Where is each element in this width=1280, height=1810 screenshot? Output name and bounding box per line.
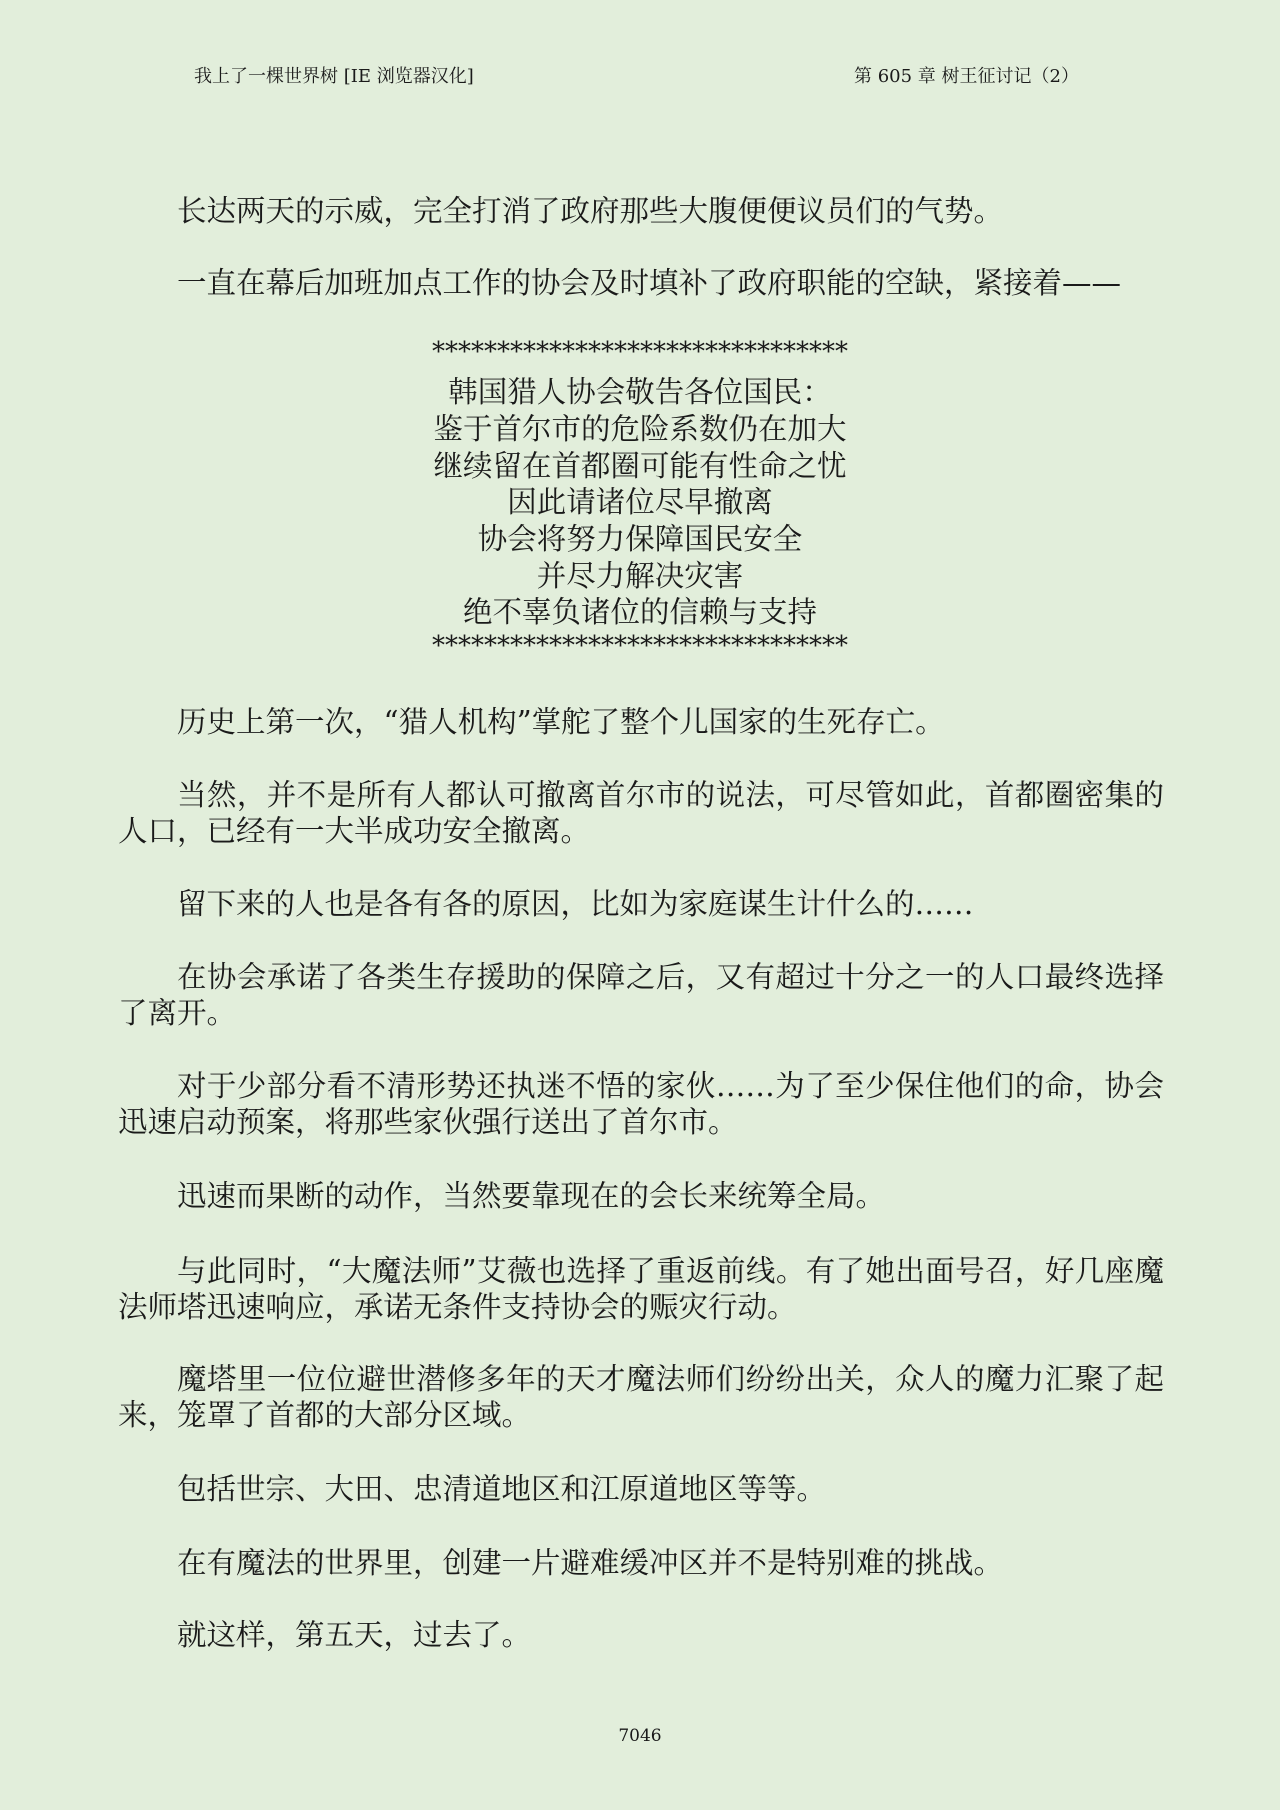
paragraph: 对于少部分看不清形势还执迷不悟的家伙……为了至少保住他们的命，协会迅速启动预案，将那些家伙强行送出了首尔市。 [118,1069,1164,1139]
paragraph: 长达两天的示威，完全打消了政府那些大腹便便议员们的气势。 [177,194,1004,228]
paragraph: 魔塔里一位位避世潜修多年的天才魔法师们纷纷出关，众人的魔力汇聚了起来，笼罩了首都的大部分区域。 [118,1362,1164,1432]
notice-line: 绝不辜负诸位的信赖与支持 [462,595,817,629]
notice-line: 并尽力解决灾害 [536,559,744,593]
paragraph: 就这样，第五天，过去了。 [177,1618,532,1652]
notice-border-bottom: ******************************** [432,631,848,661]
page-number: 7046 [618,1726,662,1746]
paragraph: 在有魔法的世界里，创建一片避难缓冲区并不是特别难的挑战。 [177,1546,1004,1580]
notice-line: 协会将努力保障国民安全 [477,522,803,556]
notice-line: 鉴于首尔市的危险系数仍在加大 [433,412,847,446]
book-title: 我上了一棵世界树 [IE 浏览器汉化] [194,66,474,87]
paragraph: 迅速而果断的动作，当然要靠现在的会长来统筹全局。 [177,1179,886,1213]
paragraph: 一直在幕后加班加点工作的协会及时填补了政府职能的空缺，紧接着—— [177,266,1122,300]
paragraph: 历史上第一次，“猎人机构”掌舵了整个儿国家的生死存亡。 [177,705,945,739]
notice-line: 继续留在首都圈可能有性命之忧 [433,449,847,483]
paragraph: 当然，并不是所有人都认可撤离首尔市的说法，可尽管如此，首都圈密集的人口，已经有一大半成功安全撤离。 [118,778,1164,848]
chapter-title: 第 605 章 树王征讨记（2） [854,66,1079,87]
paragraph: 在协会承诺了各类生存援助的保障之后，又有超过十分之一的人口最终选择了离开。 [118,960,1164,1030]
paragraph: 与此同时，“大魔法师”艾薇也选择了重返前线。有了她出面号召，好几座魔法师塔迅速响应，承诺无条件支持协会的赈灾行动。 [118,1254,1164,1324]
notice-line: 因此请诸位尽早撤离 [507,485,773,519]
notice-border-top: ******************************** [432,337,848,367]
paragraph: 包括世宗、大田、忠清道地区和江原道地区等等。 [177,1472,827,1506]
notice-line: 韩国猎人协会敬告各位国民： [448,375,832,409]
paragraph: 留下来的人也是各有各的原因，比如为家庭谋生计什么的…… [177,887,974,921]
